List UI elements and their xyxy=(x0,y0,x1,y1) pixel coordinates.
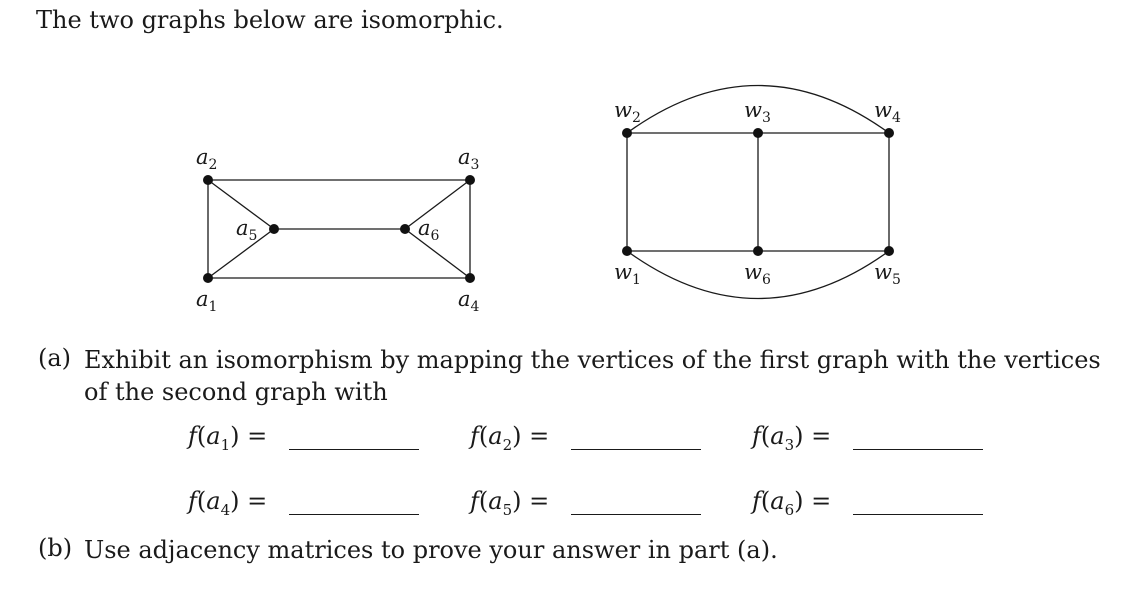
assignment-f-a3: $f(a_3)$ = xyxy=(752,422,832,454)
assignment-f-a2: $f(a_2)$ = xyxy=(470,422,550,454)
vertex-label-a4: $a_4$ xyxy=(458,287,480,315)
vertex-w2 xyxy=(622,128,632,138)
answer-blank-a4[interactable] xyxy=(289,514,419,515)
vertex-label-w2: $w_2$ xyxy=(614,98,641,126)
answer-blank-a2[interactable] xyxy=(571,449,701,450)
vertex-label-a3: $a_3$ xyxy=(458,145,480,173)
answer-blank-a1[interactable] xyxy=(289,449,419,450)
vertex-label-a1: $a_1$ xyxy=(196,287,218,315)
part-a-text: Exhibit an isomorphism by mapping the vertices of the first graph with the vertices of the second graph with xyxy=(84,346,1101,406)
part-b-marker: (b) xyxy=(38,534,73,562)
vertex-w6 xyxy=(753,246,763,256)
part-b-text: Use adjacency matrices to prove your answer in part (a). xyxy=(84,536,778,564)
assignment-f-a4: $f(a_4)$ = xyxy=(188,487,268,519)
vertex-label-w1: $w_1$ xyxy=(614,260,641,288)
answer-blank-a6[interactable] xyxy=(853,514,983,515)
assignment-f-a5: $f(a_5)$ = xyxy=(470,487,550,519)
assignment-f-a6: $f(a_6)$ = xyxy=(752,487,832,519)
part-a-marker: (a) xyxy=(38,344,72,372)
vertex-w4 xyxy=(884,128,894,138)
answer-blank-a5[interactable] xyxy=(571,514,701,515)
vertex-label-a5: $a_5$ xyxy=(236,216,258,244)
vertex-label-w4: $w_4$ xyxy=(874,98,901,126)
vertex-label-w6: $w_6$ xyxy=(744,260,771,288)
vertex-w5 xyxy=(884,246,894,256)
vertex-w3 xyxy=(753,128,763,138)
vertex-label-a6: $a_6$ xyxy=(418,216,440,244)
vertex-label-a2: $a_2$ xyxy=(196,145,218,173)
intro-text: The two graphs below are isomorphic. xyxy=(36,6,504,34)
vertex-w1 xyxy=(622,246,632,256)
assignment-f-a1: $f(a_1)$ = xyxy=(188,422,268,454)
vertex-label-w3: $w_3$ xyxy=(744,98,771,126)
answer-blank-a3[interactable] xyxy=(853,449,983,450)
vertex-label-w5: $w_5$ xyxy=(874,260,901,288)
